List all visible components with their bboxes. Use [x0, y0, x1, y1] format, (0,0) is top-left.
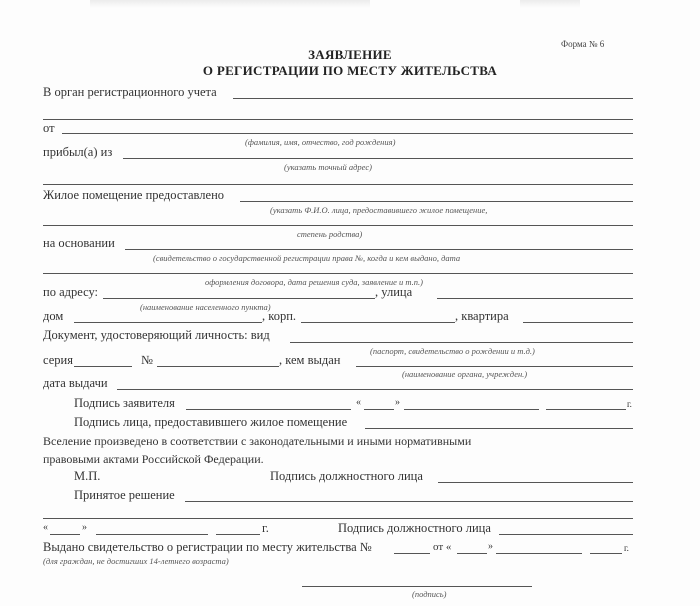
from-input[interactable] [62, 121, 633, 134]
basis-label: на основании [43, 236, 115, 250]
from-hint: (фамилия, имя, отчество, год рождения) [245, 137, 396, 147]
registration-body-input[interactable] [233, 86, 633, 99]
certificate-issued-label: Выдано свидетельство о регистрации по месту жительства № [43, 540, 372, 554]
housing-provided-hint: (указать Ф.И.О. лица, предоставившего жилое помещение, [270, 205, 488, 215]
address-label: по адресу: [43, 285, 99, 299]
applicant-day-input[interactable] [364, 397, 394, 410]
certificate-month-input[interactable] [496, 541, 582, 554]
house-input[interactable] [74, 310, 262, 323]
applicant-year-input[interactable] [546, 397, 626, 410]
id-doc-type-input[interactable] [290, 330, 633, 343]
arrived-from-input-line-2[interactable] [43, 172, 633, 185]
housing-provided-label: Жилое помещение предоставлено [43, 188, 225, 202]
moving-in-text-2: правовыми актами Российской Федерации. [43, 452, 264, 466]
apartment-label: , квартира [455, 309, 509, 323]
certificate-quote-close: » [488, 541, 493, 552]
stamp-label: М.П. [74, 469, 101, 483]
official-signature-2-label: Подпись должностного лица [338, 521, 491, 535]
year-suffix: г. [627, 399, 632, 409]
provider-signature-label: Подпись лица, предоставившего жилое помещение [74, 415, 348, 429]
bottom-signature-input[interactable] [302, 574, 532, 587]
quote-open: « [356, 397, 361, 408]
building-label: , корп. [262, 309, 297, 323]
series-label: серия [43, 353, 73, 367]
issued-by-hint: (наименование органа, учрежден.) [402, 369, 528, 379]
decision-input-line-2[interactable] [43, 506, 633, 519]
certificate-day-input[interactable] [457, 541, 487, 554]
number-label: № [141, 353, 153, 367]
issued-by-label: , кем выдан [279, 353, 341, 367]
form-number: Форма № 6 [561, 39, 605, 49]
street-label: , улица [375, 285, 413, 299]
from-label: от [43, 121, 55, 135]
arrived-from-hint: (указать точный адрес) [284, 162, 372, 172]
applicant-signature-input[interactable] [186, 397, 351, 410]
title-line-1: ЗАЯВЛЕНИЕ [308, 47, 392, 62]
street-input[interactable] [437, 286, 633, 299]
certificate-year-suffix: г. [624, 543, 629, 553]
decision-input[interactable] [185, 489, 633, 502]
decision-year-input[interactable] [216, 522, 260, 535]
registration-body-label: В орган регистрационного учета [43, 85, 217, 99]
basis-input[interactable] [125, 237, 633, 250]
decision-day-input[interactable] [50, 522, 80, 535]
registration-body-input-line-2[interactable] [43, 107, 633, 120]
house-label: дом [43, 309, 64, 323]
scan-bleed [520, 0, 580, 8]
housing-provided-hint-2: степень родства) [297, 229, 363, 239]
address-input[interactable] [103, 286, 375, 299]
id-doc-type-label: Документ, удостоверяющий личность: вид [43, 328, 270, 342]
decision-month-input[interactable] [96, 522, 208, 535]
title-line-2: О РЕГИСТРАЦИИ ПО МЕСТУ ЖИТЕЛЬСТВА [202, 63, 498, 78]
basis-hint: (свидетельство о государственной регистрации права №, когда и кем выдано, дата [153, 253, 461, 263]
basis-hint-2: оформления договора, дата решения суда, заявление и т.п.) [205, 277, 423, 287]
applicant-month-input[interactable] [404, 397, 539, 410]
issue-date-input[interactable] [117, 377, 633, 390]
id-doc-type-hint: (паспорт, свидетельство о рождении и т.д.) [370, 346, 535, 356]
certificate-from-label: от « [433, 541, 452, 553]
issued-by-input[interactable] [356, 354, 633, 367]
certificate-year-input[interactable] [590, 541, 622, 554]
basis-input-line-2[interactable] [43, 261, 633, 274]
official-signature-1-label: Подпись должностного лица [270, 469, 423, 483]
housing-provided-input[interactable] [240, 189, 633, 202]
address-hint: (наименование населенного пункта) [140, 302, 271, 312]
applicant-signature-label: Подпись заявителя [74, 396, 175, 410]
certificate-hint: (для граждан, не достигших 14-летнего возраста) [43, 556, 229, 566]
number-input[interactable] [157, 354, 279, 367]
decision-quote-close: » [82, 522, 87, 533]
apartment-input[interactable] [523, 310, 633, 323]
official-signature-1-input[interactable] [438, 470, 633, 483]
scan-bleed [90, 0, 370, 8]
decision-quote-open: « [43, 522, 48, 533]
decision-year-suffix: г. [262, 521, 269, 535]
series-input[interactable] [74, 354, 132, 367]
decision-label: Принятое решение [74, 488, 175, 502]
official-signature-2-input[interactable] [499, 522, 633, 535]
issue-date-label: дата выдачи [43, 376, 108, 390]
quote-close: » [395, 397, 400, 408]
building-input[interactable] [301, 310, 455, 323]
arrived-from-input[interactable] [123, 146, 633, 159]
housing-provided-input-line-2[interactable] [43, 213, 633, 226]
bottom-signature-hint: (подпись) [412, 589, 447, 599]
provider-signature-input[interactable] [365, 416, 633, 429]
arrived-from-label: прибыл(а) из [43, 145, 113, 159]
certificate-number-input[interactable] [394, 541, 430, 554]
moving-in-text-1: Вселение произведено в соответствии с законодательными и иными нормативными [43, 434, 472, 448]
